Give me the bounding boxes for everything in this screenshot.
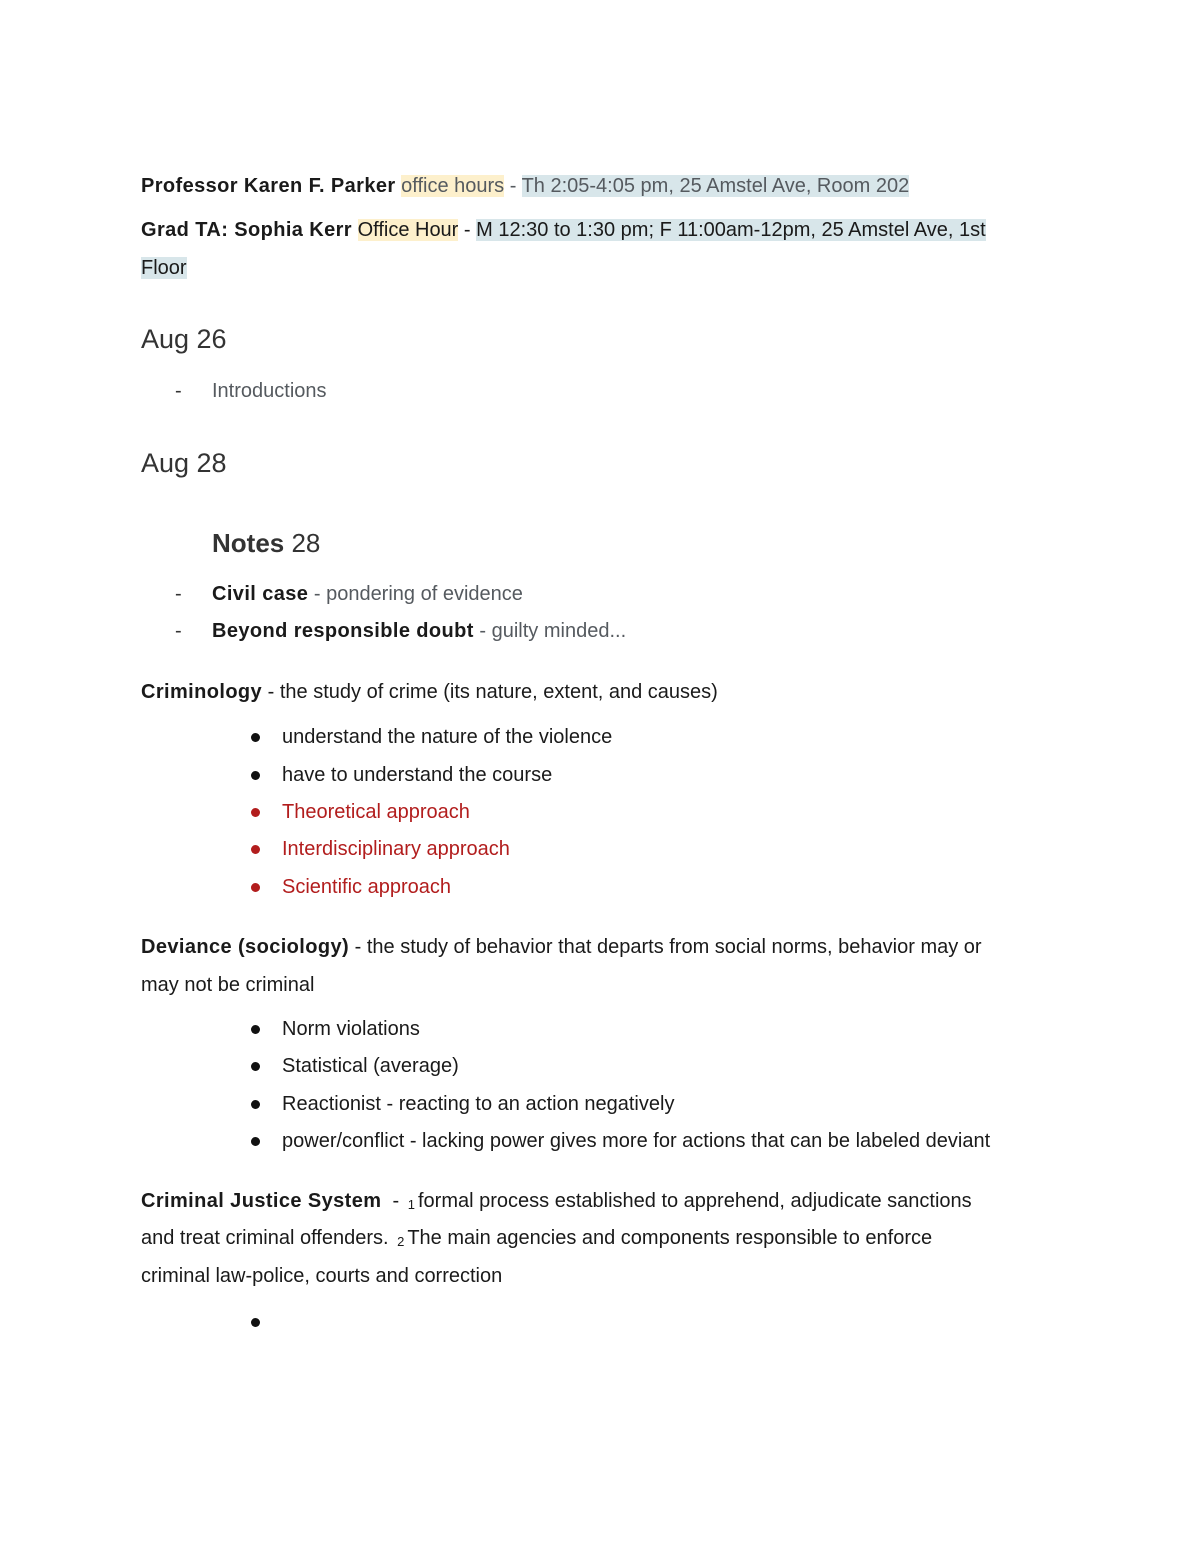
notes-heading-bold: Notes (212, 528, 285, 558)
definition: - the study of behavior that departs from social norms, behavior may or (349, 936, 982, 958)
bullet-icon (251, 1318, 260, 1327)
definition: formal process established to apprehend, adjudicate sanctions (418, 1190, 972, 1212)
bullet-icon (251, 1025, 260, 1034)
deviance-definition (141, 928, 982, 966)
professor-office-hours-label: office hours (401, 175, 505, 197)
term: Deviance (sociology) (141, 936, 350, 958)
list-item: Reactionist - reacting to an action negatively (282, 1093, 675, 1115)
bullet-icon (251, 1100, 260, 1109)
list-item: Introductions (212, 380, 327, 402)
notes-heading (212, 524, 320, 562)
list-item: Norm violations (282, 1018, 420, 1040)
dash-bullet: - (175, 620, 182, 642)
list-item: power/conflict - lacking power gives more for actions that can be labeled deviant (282, 1130, 991, 1152)
definition: - guilty minded... (473, 620, 627, 642)
cjs-definition-cont (141, 1219, 932, 1261)
notes-heading-number: 28 (284, 528, 321, 558)
definition: - pondering of evidence (308, 583, 523, 605)
dash: - (458, 219, 477, 241)
ta-office-hour-label: Office Hour (357, 219, 459, 241)
heading-aug-26: Aug 26 (141, 324, 227, 354)
bullet-icon (251, 771, 260, 780)
heading-aug-28: Aug 28 (141, 448, 227, 478)
ta-line-cont (141, 249, 187, 287)
professor-line (141, 167, 909, 205)
ta-office-hour-time: M 12:30 to 1:30 pm; F 11:00am-12pm, 25 Amstel Ave, 1st (476, 219, 986, 241)
list-item: understand the nature of the violence (282, 726, 613, 748)
definition: and treat criminal offenders. (141, 1227, 395, 1249)
list-item: have to understand the course (282, 764, 553, 786)
bullet-icon (251, 845, 260, 854)
cjs-definition-cont: criminal law-police, courts and correction (141, 1265, 503, 1287)
term: Criminology (141, 681, 263, 703)
number-marker: 1 (407, 1197, 415, 1212)
dash: - (381, 1190, 405, 1212)
list-item: Scientific approach (282, 876, 451, 898)
cjs-definition (141, 1182, 972, 1224)
dash-bullet: - (175, 380, 182, 402)
list-item (212, 612, 626, 650)
ta-name: Grad TA: Sophia Kerr (141, 219, 352, 241)
professor-office-hours-time: Th 2:05-4:05 pm, 25 Amstel Ave, Room 202 (521, 175, 910, 197)
term: Civil case (212, 583, 309, 605)
dash-bullet: - (175, 583, 182, 605)
list-item (212, 575, 523, 613)
bullet-icon (251, 808, 260, 817)
dash: - (504, 175, 522, 197)
bullet-icon (251, 1062, 260, 1071)
term: Beyond responsible doubt (212, 620, 474, 642)
definition: - the study of crime (its nature, extent, and causes) (262, 681, 718, 703)
bullet-icon (251, 1137, 260, 1146)
list-item: Theoretical approach (282, 801, 470, 823)
ta-line (141, 211, 986, 249)
bullet-icon (251, 733, 260, 742)
list-item: Statistical (average) (282, 1055, 459, 1077)
definition: The main agencies and components responsible to enforce (407, 1227, 933, 1249)
professor-name: Professor Karen F. Parker (141, 175, 396, 197)
list-item: Interdisciplinary approach (282, 838, 510, 860)
bullet-icon (251, 883, 260, 892)
term: Criminal Justice System (141, 1190, 382, 1212)
number-marker: 2 (397, 1234, 405, 1249)
deviance-definition-cont: may not be criminal (141, 974, 315, 996)
ta-office-hour-time-cont: Floor (141, 257, 187, 279)
criminology-definition (141, 673, 718, 711)
